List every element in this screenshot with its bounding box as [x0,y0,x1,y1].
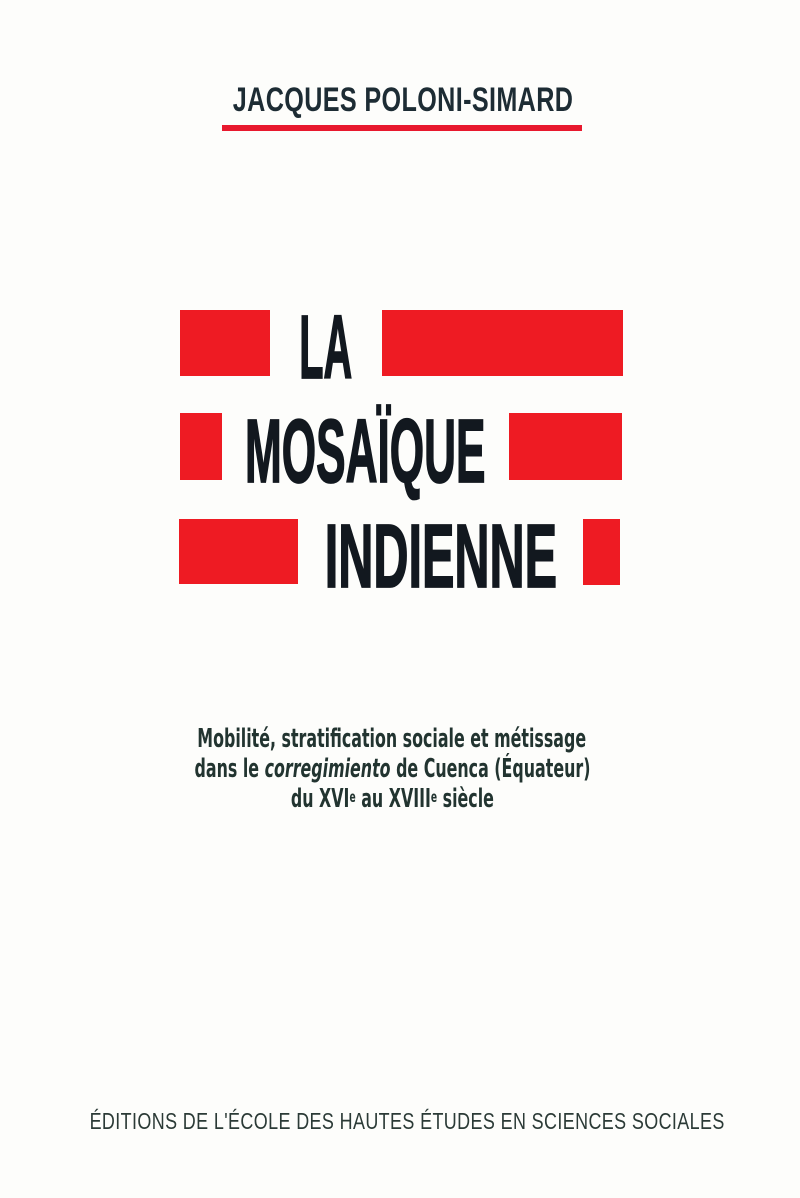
subtitle-line-2 [0,754,792,784]
title-accent-block-row2-right [509,413,622,480]
title-accent-block-row3-right [583,519,620,585]
subtitle-line-1-text: Mobilité, stratification sociale et métissage [197,724,587,754]
author-underline-rule [222,125,582,131]
subtitle-line-2-pre: dans le [194,754,265,784]
subtitle-line-3-post: siècle [436,784,494,814]
title-line-3 [298,504,583,607]
title-line-1 [270,296,382,398]
subtitle-line-3 [0,784,792,814]
title-accent-block-row2-left [180,413,222,480]
publisher-name [0,1106,800,1136]
subtitle-line-1 [0,724,792,754]
title-accent-block-row1-right [382,310,623,376]
subtitle-superscript-2: e [430,788,437,806]
subtitle [0,724,792,814]
subtitle-line-2-text [194,754,590,784]
author-name-text: JACQUES POLONI-SIMARD [232,81,574,119]
title-line-2 [222,399,509,502]
author-name [3,82,800,118]
publisher-name-text: ÉDITIONS DE L'ÉCOLE DES HAUTES ÉTUDES EN SCIENCES SOCIALES [89,1108,725,1134]
title-accent-block-row3-left [179,519,298,584]
title-accent-block-row1-left [180,310,270,376]
subtitle-line-2-post: de Cuenca (Équateur) [390,754,590,784]
title-line-2-text: MOSAÏQUE [245,399,486,502]
title-line-3-text: INDIENNE [324,504,557,607]
subtitle-superscript-1: e [349,788,356,806]
subtitle-line-3-text [291,784,494,814]
title-line-1-text: LA [299,296,353,398]
subtitle-line-3-pre: du XVI [290,784,350,814]
subtitle-line-2-italic: corregimiento [264,754,391,784]
subtitle-line-3-mid: au XVIII [355,784,431,814]
